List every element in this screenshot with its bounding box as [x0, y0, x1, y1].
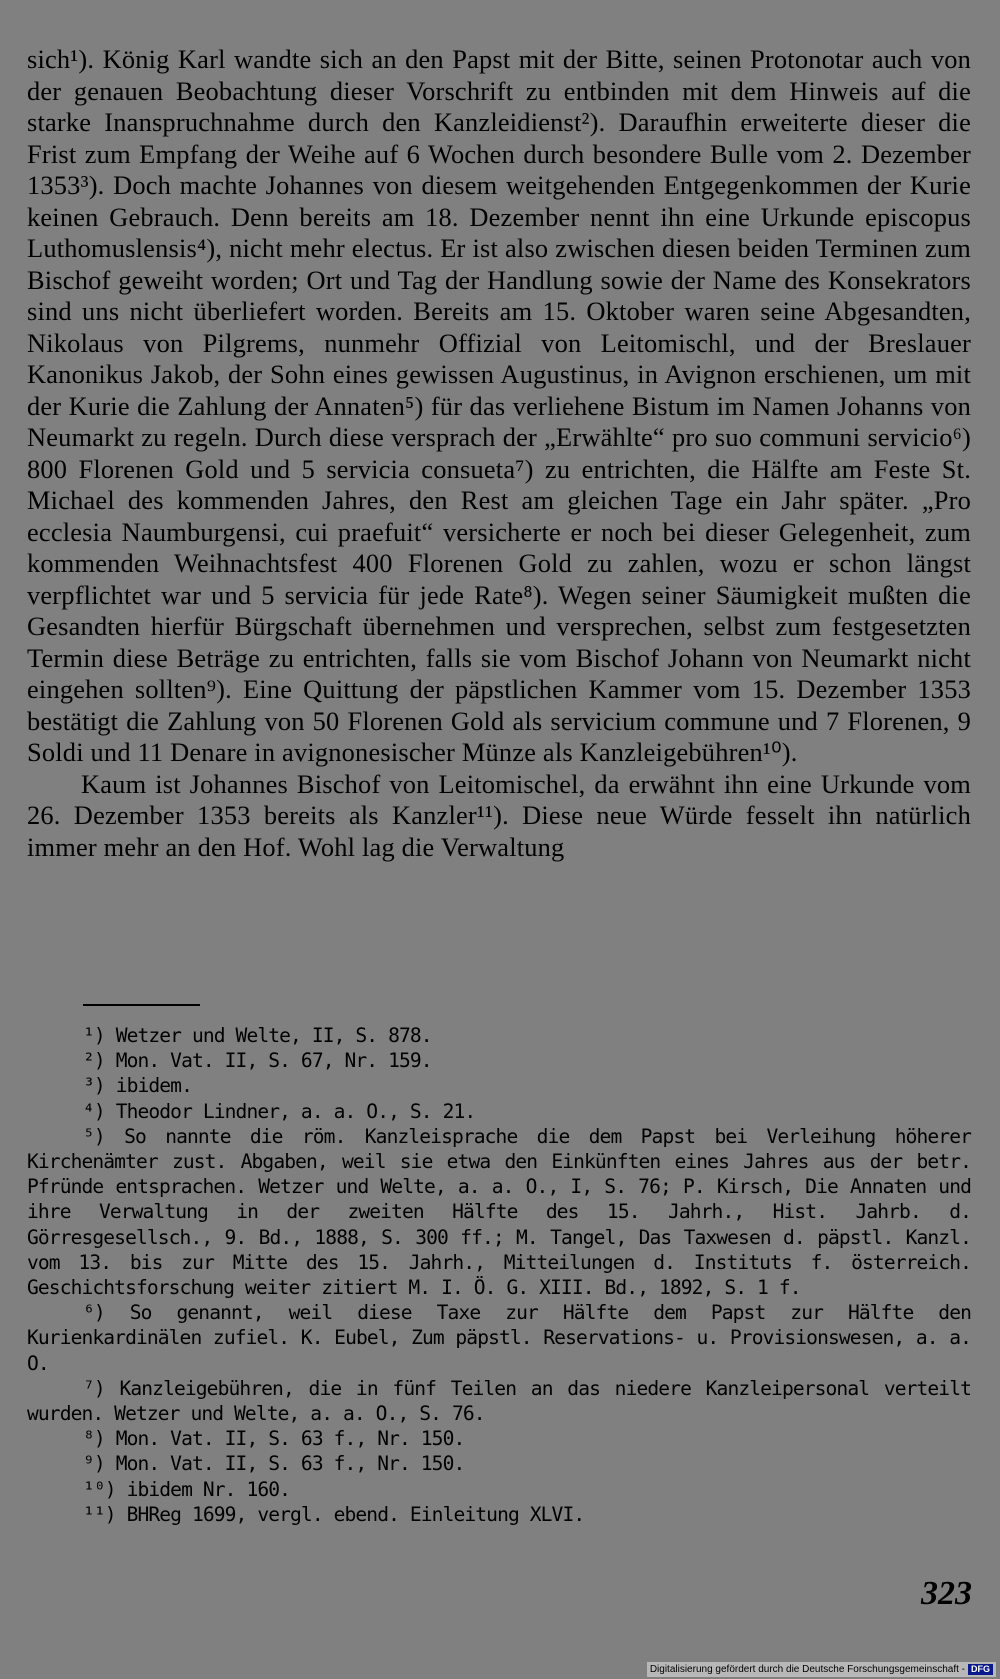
footnotes: [27, 1023, 971, 1527]
credit-text: Digitalisierung gefördert durch die Deutsche Forschungsgemeinschaft -: [649, 1664, 965, 1675]
footnote-6: ⁶) So genannt, weil diese Taxe zur Hälfte dem Papst zur Hälfte den Kurienkardinälen zufiel. K. Eubel, Zum päpstl. Reservations- u. Provisionswesen, a. a. O.: [27, 1301, 971, 1375]
footnote-10: ¹⁰) ibidem Nr. 160.: [83, 1477, 291, 1501]
digitization-credit: [647, 1662, 996, 1677]
dfg-logo: DFG: [968, 1664, 993, 1675]
footnote-1: ¹) Wetzer und Welte, II, S. 878.: [83, 1024, 432, 1047]
footnote-5: ⁵) So nannte die röm. Kanzleisprache die dem Papst bei Verleihung höherer Kirchenämter zust. Abgaben, weil sie etwa den Einkünften eines Jahres aus der betr. Pfründe entsprachen. Wetzer und Welte, a. a. O., I, S. 76; P. Kirsch, Die Annaten und ihre Verwaltung in der zweiten Hälfte des 15. Jahrh., Hist. Jahrb. d. Görresgesellsch., 9. Bd., 1888, S. 300 ff.; M. Tangel, Das Taxwesen d. päpstl. Kanzl. vom 13. bis zur Mitte des 15. Jahrh., Mitteilungen d. Instituts f. österreich. Geschichtsforschung weiter zitiert M. I. Ö. G. XIII. Bd., 1892, S. 1 f.: [27, 1124, 971, 1300]
footnote-9: ⁹) Mon. Vat. II, S. 63 f., Nr. 150.: [83, 1452, 465, 1476]
footnote-7: ⁷) Kanzleigebühren, die in fünf Teilen an das niedere Kanzleipersonal verteilt wurden. Wetzer und Welte, a. a. O., S. 76.: [27, 1376, 971, 1426]
page-number: 323: [921, 1575, 972, 1612]
footnote-4: ⁴) Theodor Lindner, a. a. O., S. 21.: [83, 1099, 476, 1123]
main-text: [27, 44, 971, 863]
body-paragraph: sich¹). König Karl wandte sich an den Papst mit der Bitte, seinen Protonotar auch von der genauen Beobachtung dieser Vorschrift zu entbinden mit dem Hinweis auf die starke Inanspruchnahme durch den Kanzleidienst²). Daraufhin erweiterte dieser die Frist zum Empfang der Weihe auf 6 Wochen durch besondere Bulle vom 2. Dezember 1353³). Doch machte Johannes von diesem weitgehenden Entgegenkommen der Kurie keinen Gebrauch. Denn bereits am 18. Dezember nennt ihn eine Urkunde episcopus Luthomuslensis⁴), nicht mehr electus. Er ist also zwischen diesen beiden Terminen zum Bischof geweiht worden; Ort und Tag der Handlung sowie der Name des Konsekrators sind uns nicht überliefert worden. Bereits am 15. Oktober waren seine Abgesandten, Nikolaus von Pilgrems, nunmehr Offizial von Leitomischl, und der Breslauer Kanonikus Jakob, der Sohn eines gewissen Augustinus, in Avignon erschienen, um mit der Kurie die Zahlung der Annaten⁵) für das verliehene Bistum im Namen Johanns von Neumarkt zu regeln. Durch diese versprach der „Erwählte“ pro suo communi servicio⁶) 800 Florenen Gold und 5 servicia consueta⁷) zu entrichten, die Hälfte am Feste St. Michael des kommenden Jahres, den Rest am gleichen Tage ein Jahr später. „Pro ecclesia Naumburgensi, cui praefuit“ versicherte er noch bei dieser Gelegenheit, zum kommenden Weihnachtsfest 400 Florenen Gold zu zahlen, wozu er schon längst verpflichtet war und 5 servicia für jede Rate⁸). Wegen seiner Säumigkeit mußten die Gesandten hierfür Bürgschaft übernehmen und versprechen, selbst zum festgesetzten Termin diese Beträge zu entrichten, falls sie vom Bischof Johann von Neumarkt nicht eingehen sollten⁹). Eine Quittung der päpstlichen Kammer vom 15. Dezember 1353 bestätigt die Zahlung von 50 Florenen Gold als servicium commune und 7 Florenen, 9 Soldi und 11 Denare in avignonesischer Münze als Kanzleigebühren¹⁰).: [27, 44, 971, 767]
footnote-2: ²) Mon. Vat. II, S. 67, Nr. 159.: [83, 1049, 432, 1073]
footnote-8: ⁸) Mon. Vat. II, S. 63 f., Nr. 150.: [83, 1427, 465, 1451]
footnote-11: ¹¹) BHReg 1699, vergl. ebend. Einleitung XLVI.: [83, 1502, 585, 1526]
footnote-3: ³) ibidem.: [83, 1074, 192, 1098]
body-paragraph: Kaum ist Johannes Bischof von Leitomischel, da erwähnt ihn eine Urkunde vom 26. Dezember 1353 bereits als Kanzler¹¹). Diese neue Würde fesselt ihn natürlich immer mehr an den Hof. Wohl lag die Verwaltung: [27, 768, 971, 862]
footnote-separator: [83, 1004, 200, 1006]
